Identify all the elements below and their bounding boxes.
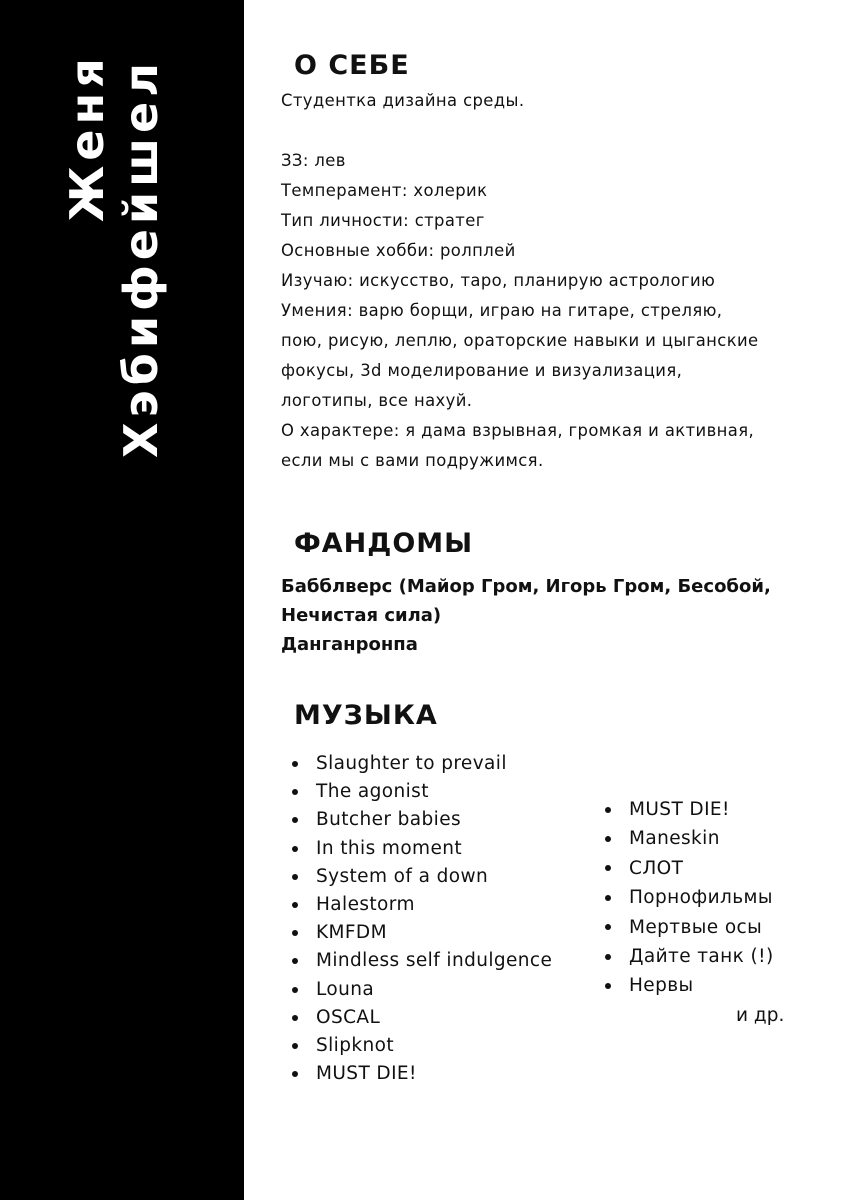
fandoms-heading: ФАНДОМЫ <box>294 528 474 559</box>
bullet-icon <box>292 958 298 964</box>
music-item-label: Порнофильмы <box>629 887 773 909</box>
about-line: фокусы, 3d моделирование и визуализация, <box>281 361 683 380</box>
about-line: Изучаю: искусство, таро, планирую астрологию <box>281 271 716 290</box>
music-item <box>289 1004 552 1032</box>
about-line <box>281 116 841 146</box>
music-item <box>289 976 552 1004</box>
bullet-icon <box>292 846 298 852</box>
music-item-label: Halestorm <box>316 893 415 915</box>
about-line: ЗЗ: лев <box>281 151 346 170</box>
music-item-label: Slaughter to prevail <box>316 753 507 774</box>
bullet-icon <box>605 924 611 930</box>
last-name: Хэбифейшел <box>114 58 168 458</box>
about-line: пою, рисую, леплю, ораторские навыки и цыганские <box>281 331 759 350</box>
about-line: если мы с вами подружимся. <box>281 451 544 470</box>
music-etc: и др. <box>736 1005 785 1026</box>
about-line: Тип личности: стратег <box>281 211 485 230</box>
music-item <box>289 806 552 834</box>
music-item <box>602 824 774 853</box>
music-item-label: System of a down <box>316 865 489 887</box>
about-line: О характере: я дама взрывная, громкая и активная, <box>281 421 755 440</box>
music-item <box>289 919 552 947</box>
music-item-label: Slipknot <box>316 1034 394 1056</box>
about-text <box>281 86 841 476</box>
bullet-icon <box>605 865 611 871</box>
fandoms-list <box>281 572 771 659</box>
music-item <box>289 863 552 891</box>
bullet-icon <box>292 1071 298 1077</box>
fandom-line: Нечистая сила) <box>281 605 442 626</box>
bullet-icon <box>292 1043 298 1049</box>
bullet-icon <box>605 954 611 960</box>
first-name: Женя <box>60 53 114 222</box>
music-item <box>602 913 774 942</box>
music-item-label: Нервы <box>629 975 694 997</box>
music-item <box>289 835 552 863</box>
music-item-label: MUST DIE! <box>316 1063 417 1085</box>
bullet-icon <box>605 983 611 989</box>
music-list-right <box>602 795 774 1001</box>
about-line: Темперамент: холерик <box>281 181 488 200</box>
bullet-icon <box>605 807 611 813</box>
music-item <box>289 750 552 778</box>
music-item <box>602 883 774 912</box>
bullet-icon <box>605 895 611 901</box>
bullet-icon <box>292 789 298 795</box>
bullet-icon <box>292 930 298 936</box>
music-item <box>289 1060 552 1088</box>
music-item-label: MUST DIE! <box>629 799 730 820</box>
music-item <box>602 942 774 971</box>
about-heading: О СЕБЕ <box>294 50 410 81</box>
about-line: Основные хобби: ролплей <box>281 241 516 260</box>
music-item-label: Maneskin <box>629 828 720 850</box>
bullet-icon <box>292 1015 298 1021</box>
bullet-icon <box>292 987 298 993</box>
music-item-label: The agonist <box>316 781 429 803</box>
music-item <box>602 971 774 1000</box>
music-item-label: OSCAL <box>316 1006 381 1028</box>
music-item-label: KMFDM <box>316 922 387 944</box>
music-item <box>602 795 774 824</box>
music-item-label: Мертвые осы <box>629 916 763 938</box>
music-item-label: Mindless self indulgence <box>316 950 553 972</box>
fandom-line: Бабблверс (Майор Гром, Игорь Гром, Бесобой, <box>281 576 771 597</box>
bullet-icon <box>292 761 298 767</box>
bullet-icon <box>292 817 298 823</box>
music-list-left <box>289 750 552 1088</box>
about-line: логотипы, все нахуй. <box>281 391 473 410</box>
sidebar <box>0 0 244 1200</box>
music-item <box>602 854 774 883</box>
bullet-icon <box>605 836 611 842</box>
about-line: Студентка дизайна среды. <box>281 91 525 110</box>
music-item <box>289 778 552 806</box>
music-item-label: Butcher babies <box>316 809 462 831</box>
bullet-icon <box>292 902 298 908</box>
music-item <box>289 891 552 919</box>
music-item-label: Дайте танк (!) <box>629 945 774 967</box>
main-content <box>244 0 848 1200</box>
music-item <box>289 1032 552 1060</box>
bullet-icon <box>292 874 298 880</box>
music-item-label: Louna <box>316 978 375 1000</box>
music-heading: МУЗЫКА <box>294 700 438 731</box>
about-line: Умения: варю борщи, играю на гитаре, стреляю, <box>281 301 723 320</box>
music-item-label: In this moment <box>316 837 463 859</box>
music-item-label: СЛОТ <box>629 857 684 879</box>
fandom-line: Данганронпа <box>281 634 418 655</box>
music-item <box>289 947 552 975</box>
